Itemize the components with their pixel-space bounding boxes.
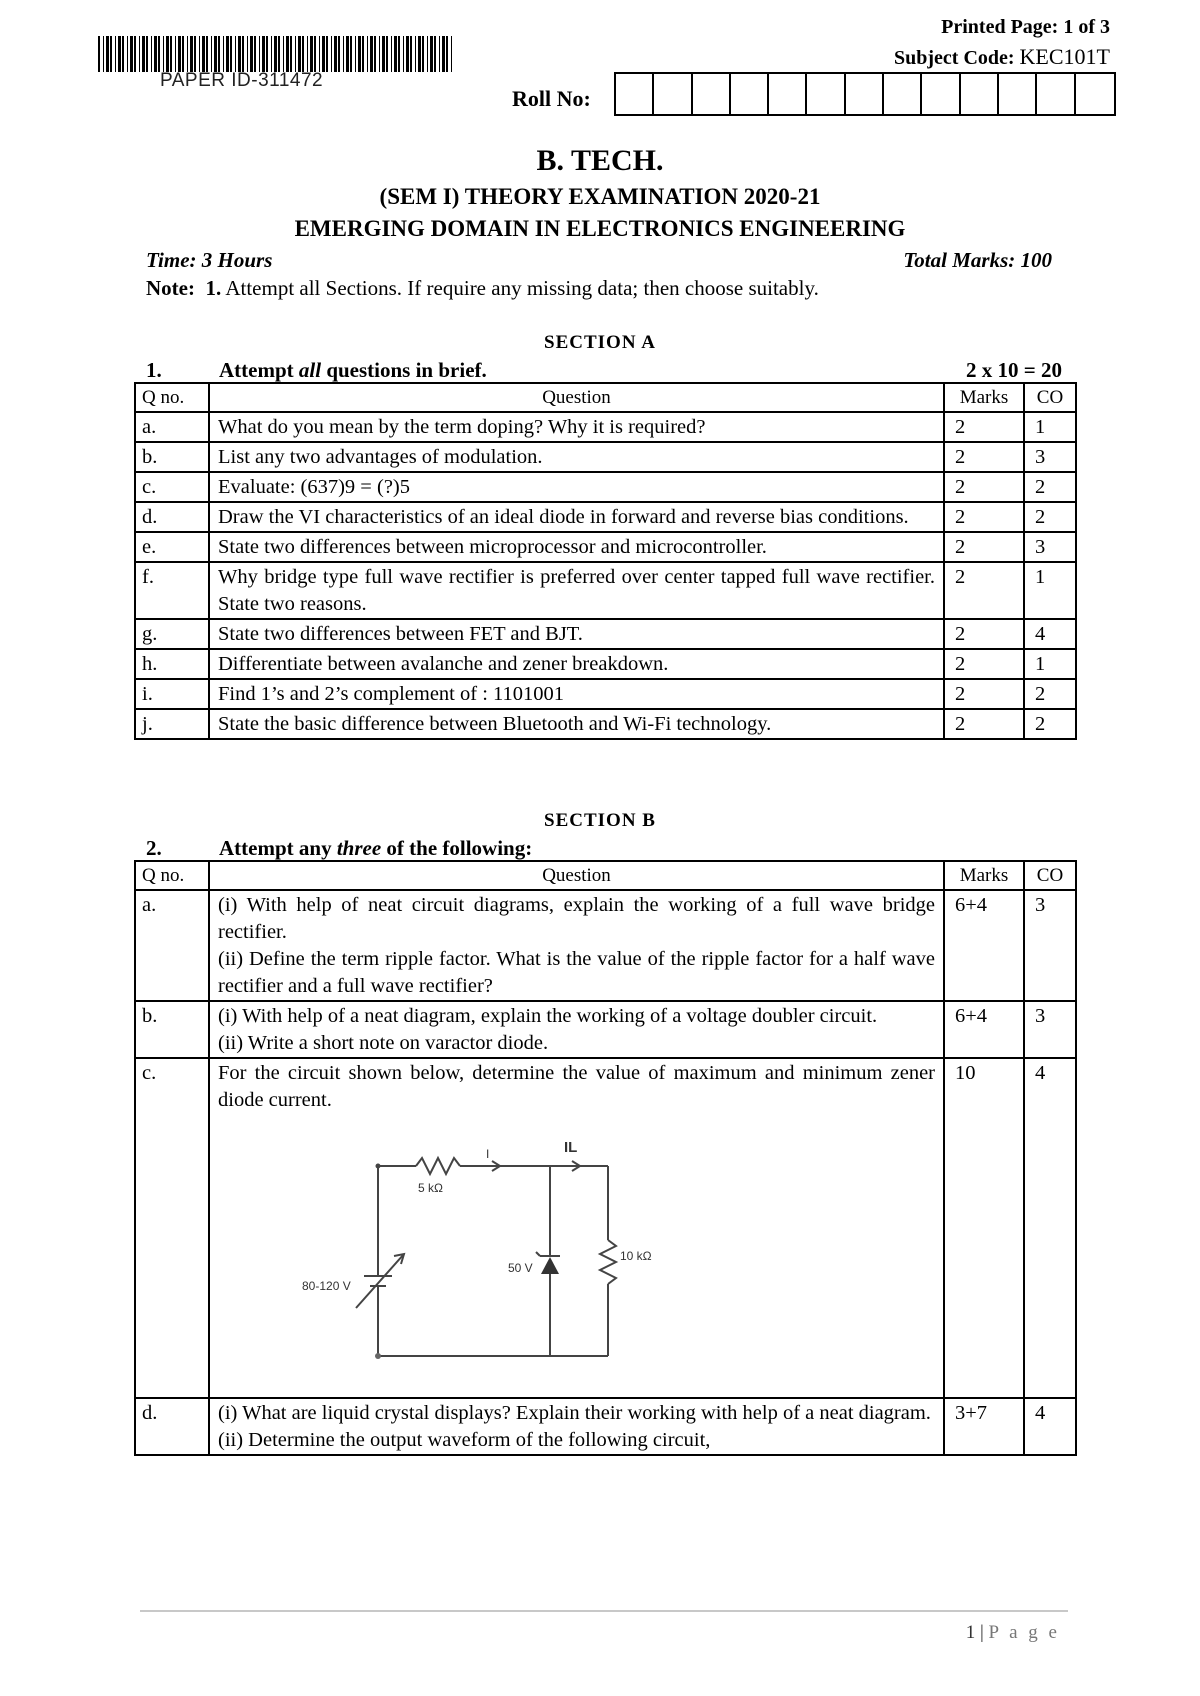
cell-qno: h. <box>135 649 209 679</box>
barcode-bar <box>379 36 380 72</box>
cell-qno: g. <box>135 619 209 649</box>
instruction-part: Attempt <box>219 358 299 382</box>
barcode-bar <box>170 36 172 72</box>
question-instruction <box>219 358 487 383</box>
zener-diode <box>541 1257 559 1274</box>
source-range-label: 80-120 V <box>302 1279 351 1293</box>
barcode-bar <box>194 36 196 72</box>
header-question: Question <box>209 383 944 412</box>
barcode-bar <box>146 36 148 72</box>
barcode-bar <box>202 36 205 72</box>
instruction-emphasis: all <box>298 358 322 382</box>
load-resistor <box>600 1240 616 1284</box>
barcode-bar <box>430 36 433 72</box>
barcode-bar <box>166 36 169 72</box>
cell-marks: 2 <box>944 502 1024 532</box>
cell-co: 2 <box>1024 502 1076 532</box>
cell-co: 2 <box>1024 709 1076 739</box>
section-b-table <box>134 860 1077 1456</box>
cell-question: State the basic difference between Bluetooth and Wi-Fi technology. <box>209 709 944 739</box>
node <box>376 1164 381 1169</box>
cell-co: 2 <box>1024 679 1076 709</box>
roll-no-box[interactable] <box>616 74 654 114</box>
question-number: 1. <box>146 358 162 382</box>
table-row <box>135 649 1076 679</box>
barcode-bar <box>298 36 301 72</box>
cell-marks: 2 <box>944 709 1024 739</box>
cell-qno: c. <box>135 472 209 502</box>
barcode-bar <box>158 36 160 72</box>
instruction-part: questions in brief. <box>321 358 487 382</box>
roll-no-box[interactable] <box>1037 74 1075 114</box>
barcode-bar <box>271 36 272 72</box>
table-row <box>135 1398 1076 1455</box>
cell-marks: 2 <box>944 532 1024 562</box>
barcode-bar <box>442 36 445 72</box>
zener-voltage-label: 50 V <box>508 1261 533 1275</box>
exam-note <box>146 276 819 301</box>
cell-question: List any two advantages of modulation. <box>209 442 944 472</box>
barcode-bar <box>274 36 277 72</box>
cell-qno: e. <box>135 532 209 562</box>
cell-co: 3 <box>1024 1001 1076 1058</box>
cell-marks: 2 <box>944 472 1024 502</box>
footer-separator: | <box>979 1622 984 1643</box>
barcode-bar <box>139 36 140 72</box>
section-a-title: SECTION A <box>544 332 656 353</box>
barcode-bar <box>259 36 260 72</box>
barcode-bar <box>362 36 364 72</box>
cell-question: State two differences between microprocessor and microcontroller. <box>209 532 944 562</box>
table-row <box>135 502 1076 532</box>
barcode-bar <box>211 36 212 72</box>
barcode-bar <box>355 36 356 72</box>
barcode-bar <box>175 36 176 72</box>
cell-question <box>209 890 944 1001</box>
barcode-bar <box>295 36 296 72</box>
table-row <box>135 890 1076 1001</box>
barcode-bar <box>302 36 304 72</box>
barcode-bar <box>226 36 229 72</box>
cell-question <box>209 1001 944 1058</box>
barcode-bar <box>199 36 200 72</box>
barcode-bar <box>410 36 412 72</box>
question-marks: 2 x 10 = 20 <box>966 358 1062 382</box>
barcode-bar <box>338 36 340 72</box>
barcode-bar <box>310 36 313 72</box>
cell-qno: i. <box>135 679 209 709</box>
barcode-bar <box>214 36 217 72</box>
cell-qno: j. <box>135 709 209 739</box>
cell-qno: b. <box>135 1001 209 1058</box>
barcode-bar <box>98 36 100 72</box>
table-row <box>135 619 1076 649</box>
cell-question: Find 1’s and 2’s complement of : 1101001 <box>209 679 944 709</box>
section-b-title: SECTION B <box>544 810 656 831</box>
zener-bar-tail <box>536 1252 540 1256</box>
barcode-bar <box>115 36 116 72</box>
subject-code <box>894 44 1110 70</box>
header-qno: Q no. <box>135 383 209 412</box>
cell-question <box>209 1058 944 1398</box>
cell-marks: 2 <box>944 649 1024 679</box>
question-line: (i) With help of a neat diagram, explain the working of a voltage doubler circuit. <box>218 1005 878 1027</box>
cell-co: 4 <box>1024 1398 1076 1455</box>
instruction-part: of the following: <box>381 836 533 860</box>
barcode-bar <box>427 36 428 72</box>
barcode-bar <box>103 36 104 72</box>
table-header-row <box>135 383 1076 412</box>
barcode-bar <box>386 36 388 72</box>
barcode-bar <box>391 36 392 72</box>
barcode-bar <box>130 36 133 72</box>
note-number: 1. <box>205 276 222 300</box>
barcode-bar <box>434 36 436 72</box>
barcode-bar <box>346 36 349 72</box>
cell-question <box>209 1398 944 1455</box>
roll-no-box[interactable] <box>769 74 807 114</box>
total-marks: Total Marks: 100 <box>903 248 1052 272</box>
cell-question: What do you mean by the term doping? Why it is required? <box>209 412 944 442</box>
cell-question: Why bridge type full wave rectifier is preferred over center tapped full wave rectifier. State two reasons. <box>209 562 944 619</box>
page-footer <box>966 1622 1060 1644</box>
roll-no-box[interactable] <box>693 74 731 114</box>
series-resistor <box>416 1158 460 1174</box>
barcode-bar <box>230 36 232 72</box>
load-resistor-label: 10 kΩ <box>620 1249 652 1263</box>
barcode-bar <box>406 36 409 72</box>
table-row <box>135 709 1076 739</box>
barcode-bar <box>242 36 244 72</box>
barcode-bar <box>106 36 109 72</box>
table-row <box>135 412 1076 442</box>
table-row <box>135 1058 1076 1398</box>
barcode-bar <box>266 36 268 72</box>
barcode-bar <box>182 36 184 72</box>
cell-marks: 6+4 <box>944 890 1024 1001</box>
barcode-bar <box>418 36 421 72</box>
barcode <box>98 36 456 72</box>
paper-id: PAPER ID-311472 <box>160 70 324 91</box>
roll-no-boxes[interactable] <box>614 72 1116 116</box>
barcode-bar <box>163 36 164 72</box>
cell-question: Draw the VI characteristics of an ideal diode in forward and reverse bias conditions. <box>209 502 944 532</box>
roll-no-label: Roll No: <box>512 86 591 111</box>
barcode-bar <box>367 36 368 72</box>
header-co: CO <box>1024 861 1076 890</box>
cell-co: 1 <box>1024 412 1076 442</box>
course-title: EMERGING DOMAIN IN ELECTRONICS ENGINEERING <box>294 216 906 241</box>
table-row <box>135 679 1076 709</box>
barcode-bar <box>319 36 320 72</box>
barcode-bar <box>218 36 220 72</box>
cell-co: 3 <box>1024 890 1076 1001</box>
cell-marks: 2 <box>944 562 1024 619</box>
barcode-bar <box>286 36 289 72</box>
cell-co: 1 <box>1024 649 1076 679</box>
roll-no-box[interactable] <box>731 74 769 114</box>
series-resistor-label: 5 kΩ <box>418 1181 443 1195</box>
cell-qno: d. <box>135 1398 209 1455</box>
table-row <box>135 562 1076 619</box>
cell-co: 3 <box>1024 532 1076 562</box>
barcode-bar <box>235 36 236 72</box>
barcode-bar <box>278 36 280 72</box>
header-co: CO <box>1024 383 1076 412</box>
barcode-bar <box>343 36 344 72</box>
degree-title: B. TECH. <box>536 144 664 177</box>
barcode-bar <box>178 36 181 72</box>
question-line: (ii) Determine the output waveform of the following circuit, <box>218 1429 711 1451</box>
cell-marks: 10 <box>944 1058 1024 1398</box>
cell-co: 4 <box>1024 619 1076 649</box>
barcode-bar <box>439 36 440 72</box>
footer-divider <box>140 1610 1068 1612</box>
barcode-bar <box>382 36 385 72</box>
barcode-bar <box>403 36 404 72</box>
cell-qno: b. <box>135 442 209 472</box>
barcode-bar <box>290 36 292 72</box>
roll-no-box[interactable] <box>922 74 960 114</box>
cell-co: 2 <box>1024 472 1076 502</box>
table-row <box>135 1001 1076 1058</box>
header-marks: Marks <box>944 383 1024 412</box>
cell-qno: a. <box>135 890 209 1001</box>
cell-question: Differentiate between avalanche and zener breakdown. <box>209 649 944 679</box>
table-row <box>135 532 1076 562</box>
cell-marks: 6+4 <box>944 1001 1024 1058</box>
cell-marks: 2 <box>944 442 1024 472</box>
subject-code-value: KEC101T <box>1019 44 1110 69</box>
barcode-bar <box>358 36 361 72</box>
barcode-bar <box>394 36 397 72</box>
roll-no-box[interactable] <box>961 74 999 114</box>
barcode-bar <box>370 36 373 72</box>
barcode-bar <box>223 36 224 72</box>
page-word: P a g e <box>988 1622 1060 1643</box>
barcode-bar <box>122 36 124 72</box>
cell-co: 4 <box>1024 1058 1076 1398</box>
barcode-bar <box>154 36 157 72</box>
roll-no-box[interactable] <box>999 74 1037 114</box>
barcode-bar <box>142 36 145 72</box>
barcode-bar <box>187 36 188 72</box>
table-row <box>135 472 1076 502</box>
roll-no-box[interactable] <box>1076 74 1114 114</box>
zener-circuit-diagram <box>302 1136 758 1376</box>
barcode-bar <box>398 36 400 72</box>
question-line: (ii) Define the term ripple factor. What is the value of the ripple factor for a half wave rectifier and a full wave rectifier? <box>218 948 935 997</box>
barcode-bar <box>238 36 241 72</box>
header-question: Question <box>209 861 944 890</box>
note-label: Note: <box>146 276 195 300</box>
cell-marks: 2 <box>944 679 1024 709</box>
header-marks: Marks <box>944 861 1024 890</box>
cell-question: State two differences between FET and BJT. <box>209 619 944 649</box>
instruction-part: Attempt any <box>219 836 337 860</box>
current-label: I <box>486 1147 490 1161</box>
barcode-bar <box>322 36 325 72</box>
instruction-emphasis: three <box>336 836 382 860</box>
variable-arrow <box>356 1254 404 1308</box>
question-line: (i) With help of neat circuit diagrams, explain the working of a full wave bridge rectifier. <box>218 894 935 943</box>
barcode-bar <box>314 36 316 72</box>
barcode-bar <box>110 36 112 72</box>
barcode-bar <box>262 36 265 72</box>
cell-question: Evaluate: (637)9 = (?)5 <box>209 472 944 502</box>
question-line: (ii) Write a short note on varactor diode. <box>218 1032 549 1054</box>
cell-qno: c. <box>135 1058 209 1398</box>
barcode-bar <box>134 36 136 72</box>
barcode-bar <box>326 36 328 72</box>
cell-qno: f. <box>135 562 209 619</box>
cell-marks: 3+7 <box>944 1398 1024 1455</box>
circuit-svg <box>302 1136 758 1376</box>
barcode-bar <box>422 36 424 72</box>
cell-qno: a. <box>135 412 209 442</box>
printed-page: Printed Page: 1 of 3 <box>941 16 1110 38</box>
barcode-bar <box>283 36 284 72</box>
roll-no-box[interactable] <box>807 74 845 114</box>
cell-co: 1 <box>1024 562 1076 619</box>
barcode-bar <box>350 36 352 72</box>
roll-no-box[interactable] <box>846 74 884 114</box>
barcode-bar <box>331 36 332 72</box>
barcode-bar <box>127 36 128 72</box>
question-line: (i) What are liquid crystal displays? Explain their working with help of a neat diagram. <box>218 1402 931 1424</box>
exam-title: (SEM I) THEORY EXAMINATION 2020-21 <box>379 184 821 209</box>
table-row <box>135 442 1076 472</box>
roll-no-box[interactable] <box>884 74 922 114</box>
barcode-bar <box>451 36 452 72</box>
load-current-label: IL <box>564 1139 578 1156</box>
barcode-bar <box>190 36 193 72</box>
barcode-bar <box>118 36 121 72</box>
header-qno: Q no. <box>135 861 209 890</box>
subject-code-label: Subject Code: <box>894 47 1015 69</box>
question-number: 2. <box>146 836 162 860</box>
cell-marks: 2 <box>944 619 1024 649</box>
exam-time: Time: 3 Hours <box>146 248 273 272</box>
node <box>375 1353 381 1359</box>
section-a-table <box>134 382 1077 740</box>
cell-qno: d. <box>135 502 209 532</box>
table-header-row <box>135 861 1076 890</box>
question-instruction <box>219 836 532 861</box>
cell-marks: 2 <box>944 412 1024 442</box>
page-number: 1 <box>965 1622 976 1643</box>
note-text: Attempt all Sections. If require any missing data; then choose suitably. <box>225 276 819 300</box>
barcode-bar <box>151 36 152 72</box>
barcode-bar <box>415 36 416 72</box>
question-line: For the circuit shown below, determine the value of maximum and minimum zener diode current. <box>218 1062 935 1111</box>
cell-co: 3 <box>1024 442 1076 472</box>
barcode-bar <box>250 36 253 72</box>
barcode-bar <box>334 36 337 72</box>
barcode-bar <box>206 36 208 72</box>
barcode-bar <box>307 36 308 72</box>
barcode-bar <box>374 36 376 72</box>
barcode-bar <box>446 36 448 72</box>
barcode-bar <box>254 36 256 72</box>
barcode-bar <box>247 36 248 72</box>
roll-no-box[interactable] <box>654 74 692 114</box>
